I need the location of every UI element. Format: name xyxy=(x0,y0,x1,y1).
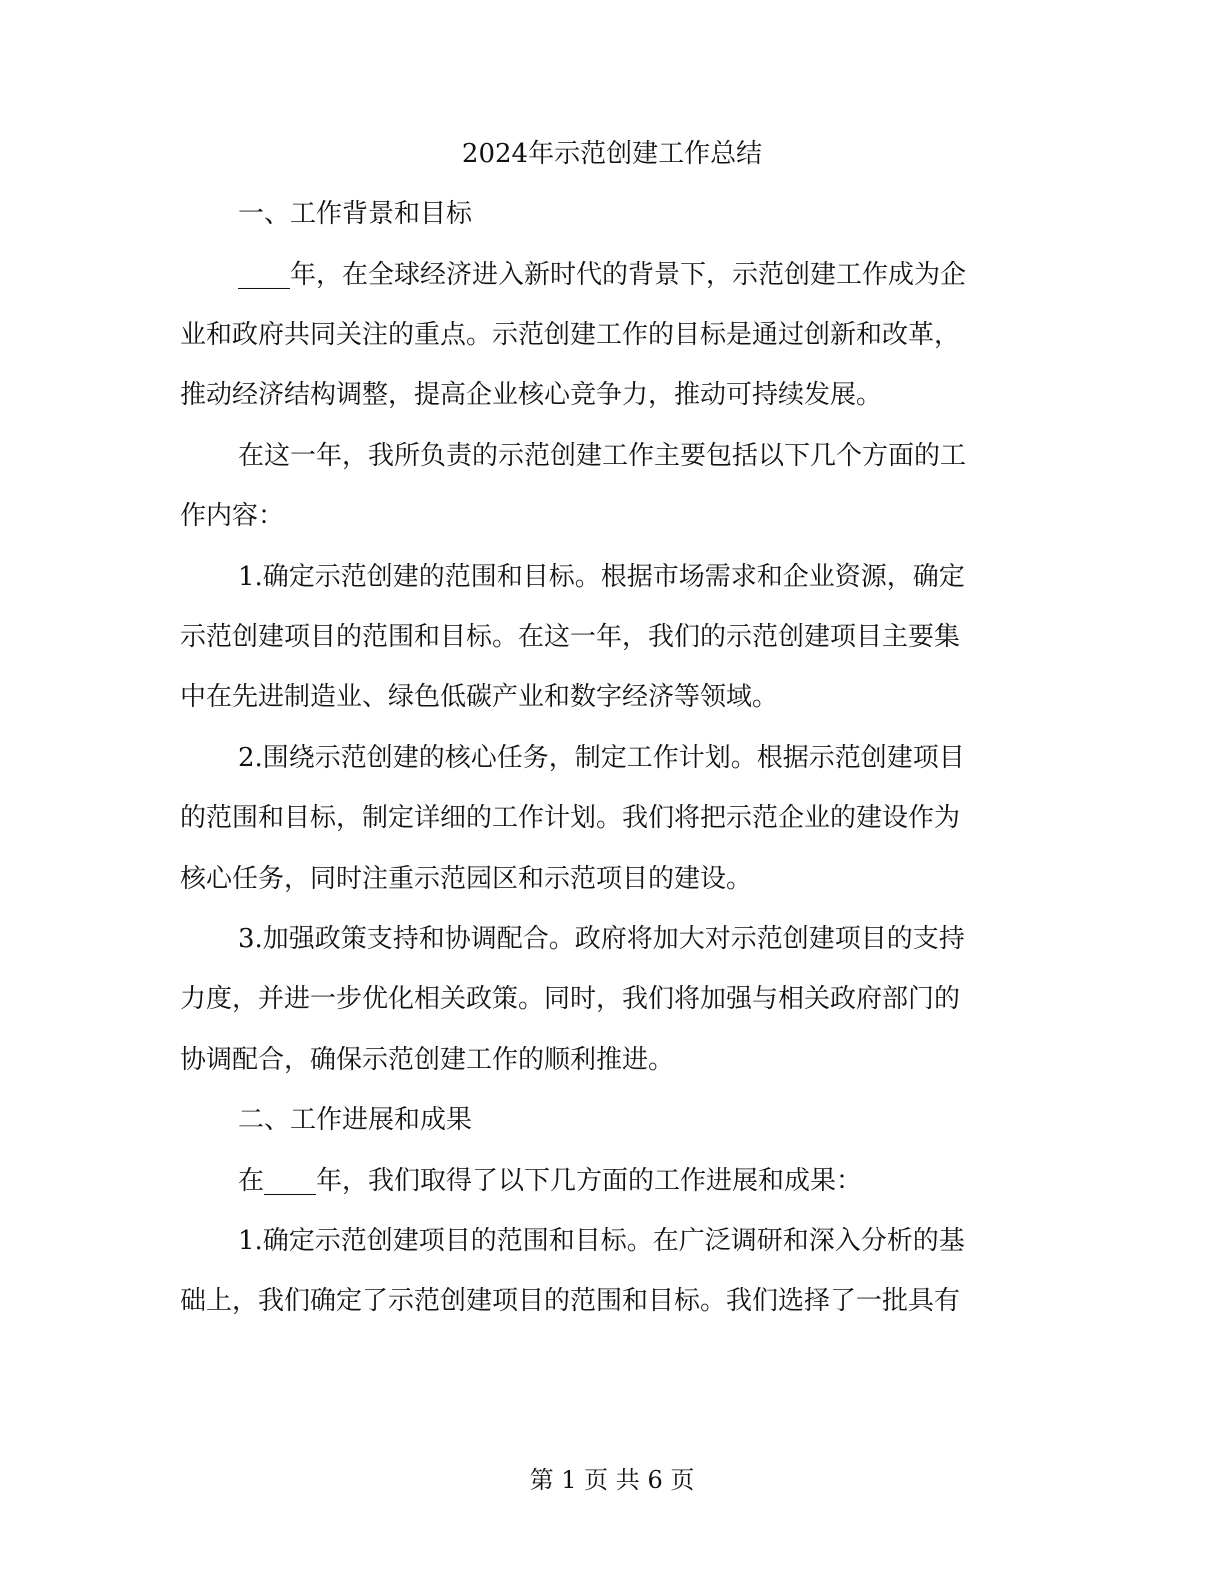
paragraph-line: 示范创建项目的范围和目标。在这一年，我们的示范创建项目主要集 xyxy=(180,622,961,652)
paragraph-line: 中在先进制造业、绿色低碳产业和数字经济等领域。 xyxy=(180,682,779,712)
paragraph-line: 力度，并进一步优化相关政策。同时，我们将加强与相关政府部门的 xyxy=(180,984,961,1014)
section-heading-1: 一、工作背景和目标 xyxy=(238,199,473,229)
section-heading-2: 二、工作进展和成果 xyxy=(238,1105,473,1135)
document-title: 2024年示范创建工作总结 xyxy=(461,139,763,169)
paragraph-line: ____年，在全球经济进入新时代的背景下，示范创建工作成为企 xyxy=(238,260,967,290)
paragraph-line: 作内容： xyxy=(180,501,285,531)
paragraph-line: 1.确定示范创建项目的范围和目标。在广泛调研和深入分析的基 xyxy=(238,1226,965,1256)
paragraph-line: 协调配合，确保示范创建工作的顺利推进。 xyxy=(180,1045,675,1075)
page-footer: 第 1 页 共 6 页 xyxy=(529,1466,695,1494)
paragraph-line: 础上，我们确定了示范创建项目的范围和目标。我们选择了一批具有 xyxy=(180,1286,961,1316)
paragraph-line: 2.围绕示范创建的核心任务，制定工作计划。根据示范创建项目 xyxy=(238,743,965,773)
paragraph-line: 业和政府共同关注的重点。示范创建工作的目标是通过创新和改革， xyxy=(180,320,961,350)
paragraph-line: 在____年，我们取得了以下几方面的工作进展和成果： xyxy=(238,1166,863,1196)
paragraph-line: 3.加强政策支持和协调配合。政府将加大对示范创建项目的支持 xyxy=(238,924,965,954)
paragraph-line: 推动经济结构调整，提高企业核心竞争力，推动可持续发展。 xyxy=(180,380,883,410)
paragraph-line: 的范围和目标，制定详细的工作计划。我们将把示范企业的建设作为 xyxy=(180,803,961,833)
paragraph-line: 1.确定示范创建的范围和目标。根据市场需求和企业资源，确定 xyxy=(238,562,965,592)
paragraph-line: 核心任务，同时注重示范园区和示范项目的建设。 xyxy=(180,864,753,894)
paragraph-line: 在这一年，我所负责的示范创建工作主要包括以下几个方面的工 xyxy=(238,441,967,471)
